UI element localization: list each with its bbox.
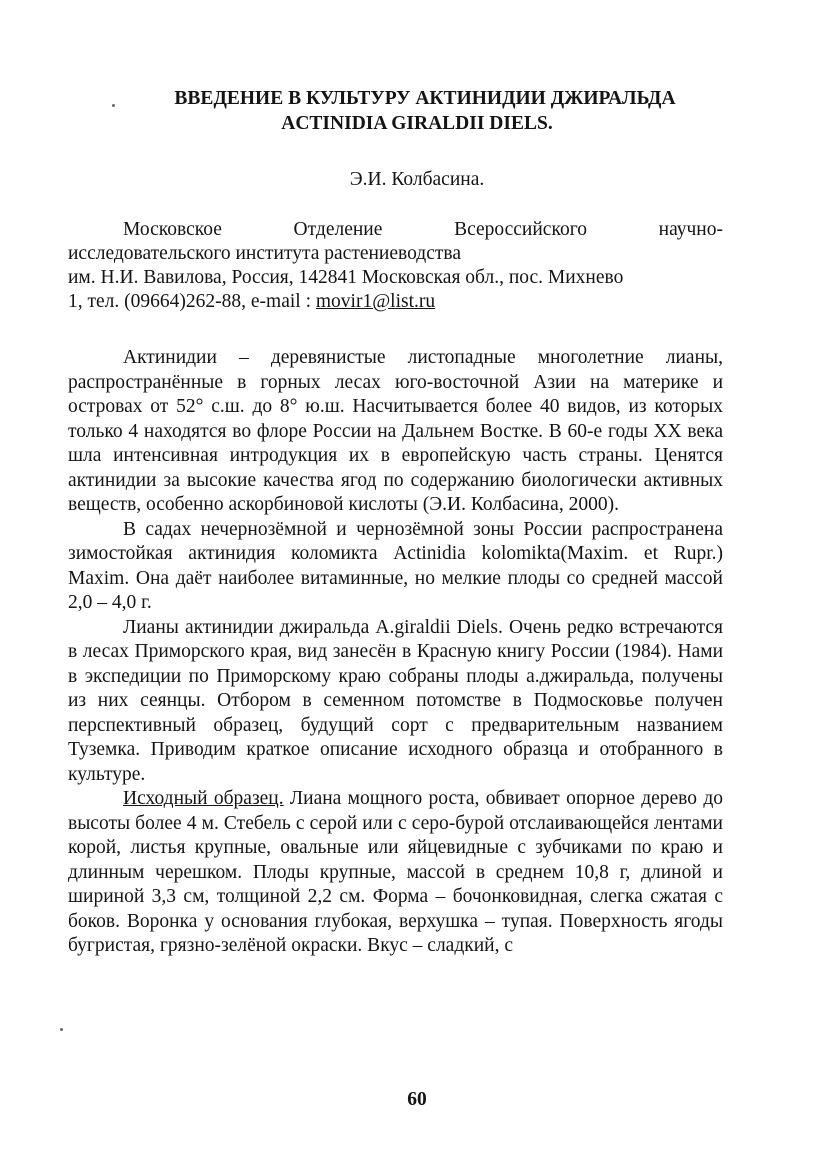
article-title [60, 86, 774, 136]
author: Э.И. Колбасина. [349, 169, 485, 190]
affiliation-line-3: им. Н.И. Вавилова, Россия, 142841 Московская обл., пос. Михнево [68, 267, 624, 288]
affiliation-word: научно- [658, 219, 723, 240]
affiliation-word: Отделение [293, 219, 383, 240]
affiliation-word: Всероссийского [454, 219, 587, 240]
contact-phone: 1, тел. (09664)262-88, e-mail : [68, 291, 316, 312]
paragraph-intro: Актинидии – деревянистые листопадные многолетние лианы, распространённые в горных лесах юго-восточной Азии на материке и островах от 52° с.ш. до 8° ю.ш. Насчитывается более 40 видов, из которых только 4 находятся во флоре России на Дальнем Востке. В 60-е годы XX века шла интенсивная интродукция их в европейскую часть страны. Ценятся актинидии за высокие качества ягод по содержанию биологически активных веществ, особенно аскорбиновой кислоты (Э.И. Колбасина, 2000). [68, 347, 723, 515]
affiliation [68, 218, 723, 314]
paragraph-giraldii: Лианы актинидии джиральда A.giraldii Diels. Очень редко встречаются в лесах Приморского края, вид занесён в Красную книгу России (1984). Нами в экспедиции по Приморскому краю собраны плоды а.джиральда, получены из них сеянцы. Отбором в семенном потомстве в Подмосковье получен перспективный образец, будущий сорт с предварительным названием Туземка. Приводим краткое описание исходного образца и отобранного в культуре. [68, 616, 723, 785]
paragraph-source-sample [68, 787, 723, 959]
article-body [68, 346, 723, 959]
title-line-russian: ВВЕДЕНИЕ В КУЛЬТУРУ АКТИНИДИИ ДЖИРАЛЬДА [174, 88, 676, 109]
paragraph-text: Лиана мощного роста, обвивает опорное дерево до высоты более 4 м. Стебель с серой или с серо-бурой отслаивающейся лентами корой, листья крупные, овальные или яйцевидные с зубчиками по краю и длинным черешком. Плоды крупные, массой в среднем 10,8 г, длиной и шириной 3,3 см, толщиной 2,2 см. Форма – бочонковидная, слегка сжатая с боков. Воронка у основания глубокая, верхушка – тупая. Поверхность ягоды бугристая, грязно-зелёной окраски. Вкус – сладкий, с [68, 788, 723, 956]
paragraph-heading: Исходный образец. [123, 788, 284, 809]
affiliation-line-1 [68, 218, 723, 242]
email-link[interactable]: movir1@list.ru [315, 291, 436, 312]
affiliation-line-2: исследовательского института растениеводства [68, 243, 461, 264]
title-line-latin: ACTINIDIA GIRALDII DIELS. [281, 113, 553, 134]
page-number: 60 [407, 1089, 427, 1110]
affiliation-word: Московское [123, 219, 222, 240]
paragraph-kolomikta: В садах нечернозёмной и чернозёмной зоны России распространена зимостойкая актинидия коломикта Actinidia kolomikta(Maxim. et Rupr.) Maxim. Она даёт наиболее витаминные, но мелкие плоды со средней массой 2,0 – 4,0 г. [68, 518, 723, 613]
affiliation-line-4 [68, 290, 723, 314]
scan-speck [60, 1028, 63, 1031]
